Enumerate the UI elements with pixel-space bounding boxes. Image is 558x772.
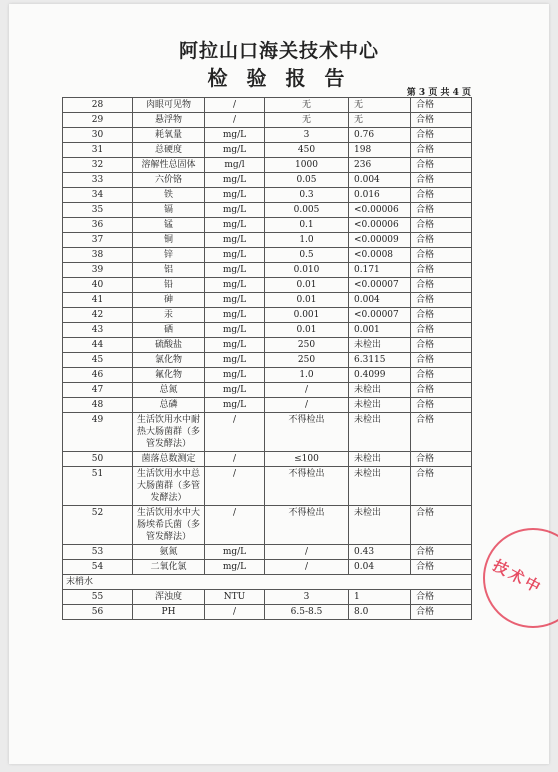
table-row	[63, 560, 472, 575]
unit-cell: mg/L	[205, 368, 265, 383]
measured-value-cell: 0.43	[349, 545, 411, 560]
item-name-cell: 二氧化氯	[133, 560, 205, 575]
limit-cell: 不得检出	[265, 506, 349, 545]
unit-cell: mg/L	[205, 263, 265, 278]
item-name-cell: 铁	[133, 188, 205, 203]
row-number-cell: 30	[63, 128, 133, 143]
table-row	[63, 98, 472, 113]
row-number-cell: 41	[63, 293, 133, 308]
result-cell: 合格	[411, 605, 472, 620]
measured-value-cell: 未检出	[349, 413, 411, 452]
report-title: 检 验 报 告	[207, 66, 351, 90]
row-number-cell: 56	[63, 605, 133, 620]
result-cell: 合格	[411, 338, 472, 353]
table-row	[63, 323, 472, 338]
table-row	[63, 308, 472, 323]
limit-cell: 0.1	[265, 218, 349, 233]
table-row	[63, 248, 472, 263]
item-name-cell: 浑浊度	[133, 590, 205, 605]
unit-cell: NTU	[205, 590, 265, 605]
item-name-cell: 菌落总数测定	[133, 452, 205, 467]
item-name-cell: 氯化物	[133, 353, 205, 368]
unit-cell: mg/L	[205, 203, 265, 218]
item-name-cell: 硫酸盐	[133, 338, 205, 353]
limit-cell: ≤100	[265, 452, 349, 467]
measured-value-cell: 198	[349, 143, 411, 158]
row-number-cell: 40	[63, 278, 133, 293]
result-cell: 合格	[411, 188, 472, 203]
unit-cell: /	[205, 413, 265, 452]
row-number-cell: 29	[63, 113, 133, 128]
table-row	[63, 383, 472, 398]
row-number-cell: 54	[63, 560, 133, 575]
row-number-cell: 44	[63, 338, 133, 353]
result-cell: 合格	[411, 308, 472, 323]
measured-value-cell: 无	[349, 98, 411, 113]
item-name-cell: 总氮	[133, 383, 205, 398]
limit-cell: 1000	[265, 158, 349, 173]
measured-value-cell: <0.00006	[349, 218, 411, 233]
measured-value-cell: 未检出	[349, 506, 411, 545]
result-cell: 合格	[411, 278, 472, 293]
limit-cell: 无	[265, 113, 349, 128]
row-number-cell: 48	[63, 398, 133, 413]
row-number-cell: 28	[63, 98, 133, 113]
unit-cell: mg/L	[205, 383, 265, 398]
measured-value-cell: 未检出	[349, 452, 411, 467]
measured-value-cell: 无	[349, 113, 411, 128]
table-row	[63, 188, 472, 203]
table-row	[63, 128, 472, 143]
measured-value-cell: <0.00009	[349, 233, 411, 248]
table-row	[63, 158, 472, 173]
unit-cell: /	[205, 98, 265, 113]
limit-cell: /	[265, 398, 349, 413]
measured-value-cell: 6.3115	[349, 353, 411, 368]
row-number-cell: 37	[63, 233, 133, 248]
measured-value-cell: 1	[349, 590, 411, 605]
result-cell: 合格	[411, 383, 472, 398]
measured-value-cell: 0.016	[349, 188, 411, 203]
item-name-cell: 总硬度	[133, 143, 205, 158]
unit-cell: mg/L	[205, 188, 265, 203]
item-name-cell: PH	[133, 605, 205, 620]
row-number-cell: 52	[63, 506, 133, 545]
unit-cell: mg/L	[205, 278, 265, 293]
item-name-cell: 肉眼可见物	[133, 98, 205, 113]
row-number-cell: 39	[63, 263, 133, 278]
row-number-cell: 50	[63, 452, 133, 467]
measured-value-cell: 8.0	[349, 605, 411, 620]
result-cell: 合格	[411, 128, 472, 143]
table-row	[63, 203, 472, 218]
row-number-cell: 35	[63, 203, 133, 218]
unit-cell: mg/L	[205, 353, 265, 368]
limit-cell: 3	[265, 590, 349, 605]
item-name-cell: 铜	[133, 233, 205, 248]
result-cell: 合格	[411, 293, 472, 308]
table-row	[63, 143, 472, 158]
item-name-cell: 氨氮	[133, 545, 205, 560]
table-row	[63, 545, 472, 560]
unit-cell: /	[205, 452, 265, 467]
unit-cell: /	[205, 506, 265, 545]
item-name-cell: 锰	[133, 218, 205, 233]
row-number-cell: 55	[63, 590, 133, 605]
limit-cell: 6.5-8.5	[265, 605, 349, 620]
unit-cell: mg/L	[205, 545, 265, 560]
result-cell: 合格	[411, 233, 472, 248]
result-cell: 合格	[411, 560, 472, 575]
measured-value-cell: 0.171	[349, 263, 411, 278]
unit-cell: /	[205, 113, 265, 128]
item-name-cell: 悬浮物	[133, 113, 205, 128]
official-seal-stamp	[483, 528, 558, 628]
result-cell: 合格	[411, 323, 472, 338]
item-name-cell: 生活饮用水中耐热大肠菌群（多管发酵法）	[133, 413, 205, 452]
table-row	[63, 467, 472, 506]
limit-cell: 0.3	[265, 188, 349, 203]
result-cell: 合格	[411, 158, 472, 173]
row-number-cell: 31	[63, 143, 133, 158]
row-number-cell: 33	[63, 173, 133, 188]
limit-cell: 0.001	[265, 308, 349, 323]
result-cell: 合格	[411, 590, 472, 605]
result-cell: 合格	[411, 368, 472, 383]
measured-value-cell: 0.001	[349, 323, 411, 338]
item-name-cell: 镉	[133, 203, 205, 218]
table-row	[63, 506, 472, 545]
measured-value-cell: <0.0008	[349, 248, 411, 263]
row-number-cell: 42	[63, 308, 133, 323]
result-cell: 合格	[411, 452, 472, 467]
unit-cell: /	[205, 605, 265, 620]
limit-cell: 0.01	[265, 293, 349, 308]
limit-cell: 1.0	[265, 233, 349, 248]
result-cell: 合格	[411, 218, 472, 233]
result-cell: 合格	[411, 113, 472, 128]
limit-cell: 450	[265, 143, 349, 158]
limit-cell: 不得检出	[265, 413, 349, 452]
table-row	[63, 605, 472, 620]
unit-cell: mg/l	[205, 158, 265, 173]
table-row	[63, 233, 472, 248]
table-row	[63, 293, 472, 308]
section-row	[63, 575, 472, 590]
row-number-cell: 43	[63, 323, 133, 338]
unit-cell: mg/L	[205, 233, 265, 248]
item-name-cell: 汞	[133, 308, 205, 323]
measured-value-cell: 未检出	[349, 383, 411, 398]
stamp-text: 技术中	[489, 556, 546, 598]
result-cell: 合格	[411, 467, 472, 506]
row-number-cell: 47	[63, 383, 133, 398]
table-row	[63, 398, 472, 413]
limit-cell: 0.01	[265, 278, 349, 293]
limit-cell: 0.05	[265, 173, 349, 188]
table-row	[63, 218, 472, 233]
table-row	[63, 263, 472, 278]
table-row	[63, 278, 472, 293]
item-name-cell: 铝	[133, 263, 205, 278]
result-cell: 合格	[411, 398, 472, 413]
unit-cell: mg/L	[205, 143, 265, 158]
result-cell: 合格	[411, 98, 472, 113]
table-row	[63, 368, 472, 383]
section-label: 末梢水	[63, 575, 472, 590]
result-cell: 合格	[411, 506, 472, 545]
item-name-cell: 氟化物	[133, 368, 205, 383]
item-name-cell: 砷	[133, 293, 205, 308]
limit-cell: /	[265, 545, 349, 560]
limit-cell: 0.01	[265, 323, 349, 338]
row-number-cell: 32	[63, 158, 133, 173]
unit-cell: mg/L	[205, 323, 265, 338]
unit-cell: mg/L	[205, 218, 265, 233]
table-row	[63, 413, 472, 452]
table-row	[63, 113, 472, 128]
row-number-cell: 49	[63, 413, 133, 452]
result-cell: 合格	[411, 353, 472, 368]
unit-cell: mg/L	[205, 293, 265, 308]
item-name-cell: 锌	[133, 248, 205, 263]
measured-value-cell: 未检出	[349, 398, 411, 413]
limit-cell: /	[265, 560, 349, 575]
measured-value-cell: <0.00006	[349, 203, 411, 218]
result-cell: 合格	[411, 545, 472, 560]
item-name-cell: 硒	[133, 323, 205, 338]
limit-cell: 3	[265, 128, 349, 143]
report-page	[9, 4, 549, 764]
limit-cell: 1.0	[265, 368, 349, 383]
item-name-cell: 六价铬	[133, 173, 205, 188]
limit-cell: 0.5	[265, 248, 349, 263]
measured-value-cell: 0.4099	[349, 368, 411, 383]
item-name-cell: 铅	[133, 278, 205, 293]
item-name-cell: 生活饮用水中大肠埃希氏菌（多管发酵法）	[133, 506, 205, 545]
row-number-cell: 34	[63, 188, 133, 203]
row-number-cell: 38	[63, 248, 133, 263]
limit-cell: 250	[265, 353, 349, 368]
unit-cell: mg/L	[205, 173, 265, 188]
limit-cell: 0.005	[265, 203, 349, 218]
row-number-cell: 46	[63, 368, 133, 383]
limit-cell: 不得检出	[265, 467, 349, 506]
table-row	[63, 353, 472, 368]
unit-cell: mg/L	[205, 128, 265, 143]
result-cell: 合格	[411, 203, 472, 218]
row-number-cell: 51	[63, 467, 133, 506]
unit-cell: mg/L	[205, 398, 265, 413]
result-cell: 合格	[411, 143, 472, 158]
item-name-cell: 溶解性总固体	[133, 158, 205, 173]
measured-value-cell: 0.004	[349, 293, 411, 308]
result-cell: 合格	[411, 248, 472, 263]
unit-cell: mg/L	[205, 308, 265, 323]
limit-cell: 0.010	[265, 263, 349, 278]
result-cell: 合格	[411, 263, 472, 278]
limit-cell: /	[265, 383, 349, 398]
measured-value-cell: 236	[349, 158, 411, 173]
unit-cell: mg/L	[205, 248, 265, 263]
item-name-cell: 耗氧量	[133, 128, 205, 143]
page-indicator: 第 3 页 共 4 页	[406, 88, 471, 98]
results-table	[62, 97, 472, 620]
measured-value-cell: 未检出	[349, 467, 411, 506]
result-cell: 合格	[411, 413, 472, 452]
unit-cell: mg/L	[205, 560, 265, 575]
measured-value-cell: <0.00007	[349, 308, 411, 323]
unit-cell: mg/L	[205, 338, 265, 353]
table-row	[63, 590, 472, 605]
measured-value-cell: <0.00007	[349, 278, 411, 293]
table-row	[63, 338, 472, 353]
table-row	[63, 173, 472, 188]
item-name-cell: 总磷	[133, 398, 205, 413]
limit-cell: 无	[265, 98, 349, 113]
measured-value-cell: 0.04	[349, 560, 411, 575]
measured-value-cell: 0.76	[349, 128, 411, 143]
result-cell: 合格	[411, 173, 472, 188]
row-number-cell: 36	[63, 218, 133, 233]
row-number-cell: 53	[63, 545, 133, 560]
row-number-cell: 45	[63, 353, 133, 368]
measured-value-cell: 未检出	[349, 338, 411, 353]
table-row	[63, 452, 472, 467]
org-title: 阿拉山口海关技术中心	[178, 40, 379, 62]
limit-cell: 250	[265, 338, 349, 353]
unit-cell: /	[205, 467, 265, 506]
item-name-cell: 生活饮用水中总大肠菌群（多管发酵法）	[133, 467, 205, 506]
measured-value-cell: 0.004	[349, 173, 411, 188]
